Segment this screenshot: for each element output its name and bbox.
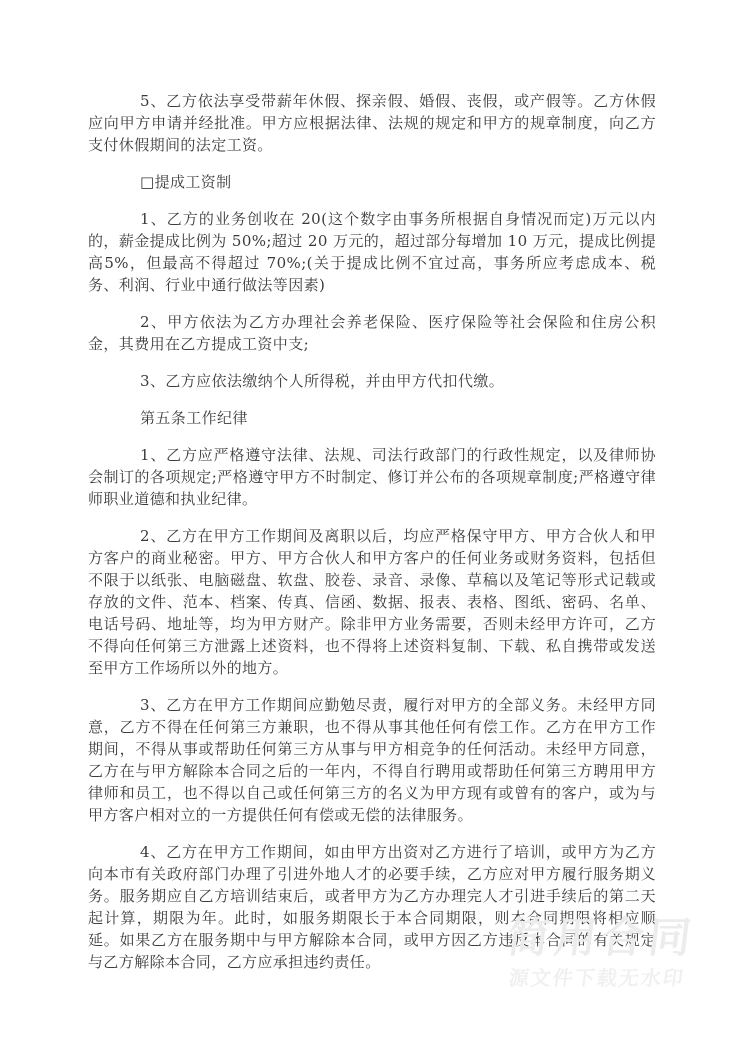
clause-income-tax: 3、乙方应依法缴纳个人所得税，并由甲方代扣代缴。	[140, 372, 505, 390]
clause-discipline-compliance: 1、乙方应严格遵守法律、法规、司法行政部门的行政性规定，以及律师协会制订的各项规定;严格遵守甲方不时制定、修订并公布的各项规章制度;严格遵守律师职业道德和执业纪律。	[88, 446, 656, 508]
clause-confidentiality: 2、乙方在甲方工作期间及离职以后，均应严格保守甲方、甲方合伙人和甲方客户的商业秘密。甲方、甲方合伙人和甲方客户的任何业务或财务资料，包括但不限于以纸张、电脑磁盘、软盘、胶卷、录音、录像、草稿以及笔记等形式记载或存放的文件、范本、档案、传真、信函、数据、报表、表格、图纸、密码、名单、电话号码、地址等，均为甲方财产。除非甲方业务需要，否则未经甲方许可，乙方不得向任何第三方泄露上述资料，也不得将上述资料复制、下载、私自携带或发送至甲方工作场所以外的地方。	[88, 527, 656, 677]
watermark-tagline-text: 源文件下载无水印	[507, 966, 687, 990]
contract-body	[88, 90, 656, 973]
article-five-heading: 第五条工作纪律	[140, 409, 248, 427]
clause-social-insurance: 2、甲方依法为乙方办理社会养老保险、医疗保险等社会保险和住房公积金，其费用在乙方提成工资中支;	[88, 313, 656, 353]
clause-paid-leave: 5、乙方依法享受带薪年休假、探亲假、婚假、丧假，或产假等。乙方休假应向甲方申请并经批准。甲方应根据法律、法规的规定和甲方的规章制度，向乙方支付休假期间的法定工资。	[88, 92, 656, 154]
watermark-brand-text: 简用合同	[504, 913, 699, 962]
commission-wage-system-label: □提成工资制	[140, 173, 232, 191]
clause-non-compete: 3、乙方在甲方工作期间应勤勉尽责，履行对甲方的全部义务。未经甲方同意，乙方不得在任何第三方兼职，也不得从事其他任何有偿工作。乙方在甲方工作期间，不得从事或帮助任何第三方从事与甲方相竞争的任何活动。未经甲方同意，乙方在与甲方解除本合同之后的一年内，不得自行聘用或帮助任何第三方聘用甲方律师和员工，也不得以自己或任何第三方的名义为甲方现有或曾有的客户，或为与甲方客户相对立的一方提供任何有偿或无偿的法律服务。	[88, 696, 656, 824]
clause-commission-ratio: 1、乙方的业务创收在 20(这个数字由事务所根据自身情况而定)万元以内的，薪金提成比例为 50%;超过 20 万元的，超过部分每增加 10 万元，提成比例提高5%，但最高不得超过 70%;(关于提成比例不宜过高，事务所应考虑成本、税务、利润、行业中通行做法等因素)	[88, 210, 656, 294]
clause-service-period: 4、乙方在甲方工作期间，如由甲方出资对乙方进行了培训，或甲方为乙方向本市有关政府部门办理了引进外地人才的必要手续，乙方应对甲方履行服务期义务。服务期应自乙方培训结束后，或者甲方为乙方办理完人才引进手续后的第二天起计算，期限为年。此时，如服务期限长于本合同期限，则本合同期限将相应顺延。如果乙方在服务期中与甲方解除本合同，或甲方因乙方违反本合同的有关规定与乙方解除本合同，乙方应承担违约责任。	[88, 843, 656, 971]
